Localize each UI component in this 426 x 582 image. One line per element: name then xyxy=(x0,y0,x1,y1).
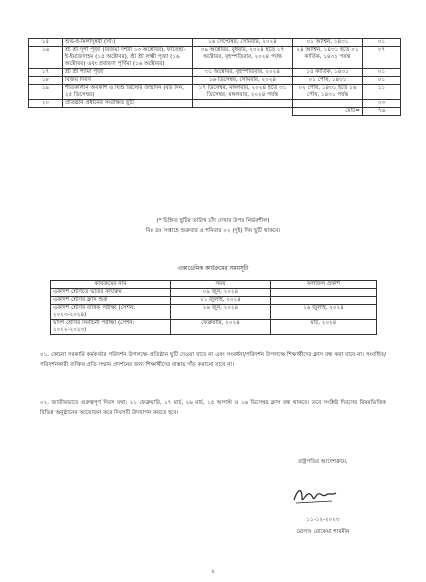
academic-time: ২৬ জুন, ২০২৪ xyxy=(171,305,271,320)
academic-result: মার্চ, ২০২৪ xyxy=(271,320,377,335)
holiday-date: ৩১ অক্টোবর, বৃহস্পতিবার, ২০২৪ xyxy=(193,69,293,77)
holiday-serial: ১৫ xyxy=(29,39,63,47)
holiday-days: ০৩ xyxy=(363,100,401,108)
holiday-lunar-date: ০১ আশ্বিন, ১৪৩১ xyxy=(293,39,363,47)
holiday-name: শ্রী শ্রী শ্যামা পূজা xyxy=(63,69,193,77)
academic-time: ০৯ জুন, ২০২৪ xyxy=(171,289,271,297)
holiday-serial: ১৬ xyxy=(29,47,63,69)
holiday-lunar-date: ১৫ কার্তিক, ১৪৩১ xyxy=(293,69,363,77)
instruction-1: ০১. কোনো সরকারি কর্মকর্তার পরিদর্শন উপলক্ষে প্রতিষ্ঠান ছুটি দেওয়া যাবে না এবং সংবর্ধনা/পরিদর্শন উপলক্ষে শিক্ষার্থীদের ক্লাস বন্ধ করা যাবে না। সংবর্ধিত/পরিদর্শনকারী ব্যক্তির প্রতি সম্মান প্রদর্শনের জন্য শিক্ষার্থীদের রাস্তায় দাঁড় করানো যাবে না। xyxy=(40,352,386,368)
holiday-days: ০৭ xyxy=(363,47,401,69)
holiday-days: ০১ xyxy=(363,39,401,47)
holiday-date: ০৯ অক্টোবর, বুধবার, ২০২৪ হতে ১৭ অক্টোবর, বৃহস্পতিবার, ২০২৪ পর্যন্ত xyxy=(193,47,293,69)
holiday-row xyxy=(29,100,401,108)
academic-result xyxy=(271,289,377,297)
holiday-name: শুভ-ই-মিলাদুন্নবী (সা:) xyxy=(63,39,193,47)
holiday-name: প্রতিষ্ঠান প্রধানের সংরক্ষিত ছুটি xyxy=(63,100,193,108)
holiday-serial: ১৯ xyxy=(29,85,63,100)
academic-row xyxy=(51,289,377,297)
holiday-date: ১৬ ডিসেম্বর, সোমবার, ২০২৪ xyxy=(193,77,293,85)
academic-activity: একাদশ শ্রেণিতে ভর্তির কার্যক্রম xyxy=(51,289,171,297)
academic-row xyxy=(51,297,377,305)
academic-result xyxy=(271,297,377,305)
academic-activity: একাদশ শ্রেণির বার্ষিক পরীক্ষা (সেশন: ২০২৩-২০২৪) xyxy=(51,305,171,320)
holiday-lunar-date: ২৪ আশ্বিন, ১৪৩১ হতে ০১ কার্তিক, ১৪৩১ পর্যন্ত xyxy=(293,47,363,69)
academic-header-result: ফলাফল প্রকাশ xyxy=(271,281,377,289)
total-row xyxy=(29,108,401,116)
holiday-days: ০১ xyxy=(363,69,401,77)
academic-header-name: কার্যক্রমের নাম xyxy=(51,281,171,289)
instruction-2: ০২. জাতীয়ভাবে গুরুত্বপূর্ণ দিবস যথা: ২১ ফেব্রুয়ারি, ১৭ মার্চ, ২৬ মার্চ, ১৫ আগস্ট ও ১৬ ডিসেম্বর ক্লাস বন্ধ থাকবে। তবে সংশ্লিষ্ট দিবসের বিষয়ভিত্তিক বিভিন্ন অনুষ্ঠানের আয়োজন করে দিবসটি উদযাপন করতে হবে। xyxy=(40,400,386,416)
academic-row xyxy=(51,320,377,335)
holiday-serial: ২০ xyxy=(29,100,63,108)
total-label: মোট= xyxy=(293,108,363,116)
holiday-name: শ্রী শ্রী দূর্গা পূজা (বিজয়া দশমী ১৩ অক্টোবর), ফাতেহা-ই-ইয়াজদাহম (১৫ অক্টোবর), শ্রী শ্রী লক্ষ্মী পূজা (১৬ অক্টোবর) এবং প্রবারণা পূর্ণিমা (১৬ অক্টোবর) xyxy=(63,47,193,69)
moon-note: (* চিহ্নিত ছুটির তারিখ চাঁদ দেখার উপর নির্ভরশীল) xyxy=(156,218,270,224)
academic-table xyxy=(50,280,377,335)
holiday-row xyxy=(29,47,401,69)
academic-header-time: সময় xyxy=(171,281,271,289)
signature-image xyxy=(290,484,340,508)
holiday-row xyxy=(29,39,401,47)
signatory-name: মোসাঃ রোকেয়া শারমীন xyxy=(296,529,350,535)
sign-date: ১১-১২-২০২৩ xyxy=(306,517,340,523)
academic-time: ফেব্রুয়ারি, ২০২৪ xyxy=(171,320,271,335)
total-spacer xyxy=(29,108,293,116)
academic-row xyxy=(51,305,377,320)
holiday-lunar-date xyxy=(293,100,363,108)
holiday-date xyxy=(193,100,293,108)
academic-header-row xyxy=(51,281,377,289)
holiday-days: ১১ xyxy=(363,85,401,100)
page-number: ২ xyxy=(211,568,215,575)
holiday-serial: ১৭ xyxy=(29,69,63,77)
academic-caption: একাডেমিক কার্যক্রমের সময়সূচী xyxy=(177,266,249,272)
holiday-name: বিজয় দিবস xyxy=(63,77,193,85)
holiday-date: ১৭ ডিসেম্বর, মঙ্গলবার, ২০২৪ হতে ৩১ ডিসেম্বর, মঙ্গলবার, ২০২৪ পর্যন্ত xyxy=(193,85,293,100)
holiday-row xyxy=(29,77,401,85)
holiday-row xyxy=(29,85,401,100)
holiday-date: ১৬ সেপ্টেম্বর, সোমবার, ২০২৪ xyxy=(193,39,293,47)
academic-activity: দ্বাদশ শ্রেণির নির্বাচনী পরীক্ষা (সেশন: ২০২২-২০২৩) xyxy=(51,320,171,335)
academic-result: ১৬ জুলাই, ২০২৪ xyxy=(271,305,377,320)
academic-time: ২১ জুলাই, ২০২৪ xyxy=(171,297,271,305)
holiday-days: ০১ xyxy=(363,77,401,85)
holiday-table xyxy=(28,38,401,116)
holiday-lunar-date: ০২ পৌষ, ১৪৩১ হতে ১৬ পৌষ, ১৪৩১ পর্যন্ত xyxy=(293,85,363,100)
holiday-name: শীতকালীন অবকাশ ও যিশু খ্রিস্টের জন্মদিন (বড় দিন, ২৫ ডিসেম্বর) xyxy=(63,85,193,100)
academic-activity: একাদশ শ্রেণির ক্লাস শুরু xyxy=(51,297,171,305)
order-line: রাষ্ট্রপতির আদেশক্রমে, xyxy=(298,459,348,465)
total-value: ৭৬ xyxy=(363,108,401,116)
holiday-serial: ১৮ xyxy=(29,77,63,85)
weekend-note: বিঃ দ্রঃ সপ্তাহে শুক্রবার ও শনিবার ০২ (দুই) দিন ছুটি থাকবে। xyxy=(145,228,281,234)
holiday-row xyxy=(29,69,401,77)
holiday-lunar-date: ০১ পৌষ, ১৪৩১ xyxy=(293,77,363,85)
